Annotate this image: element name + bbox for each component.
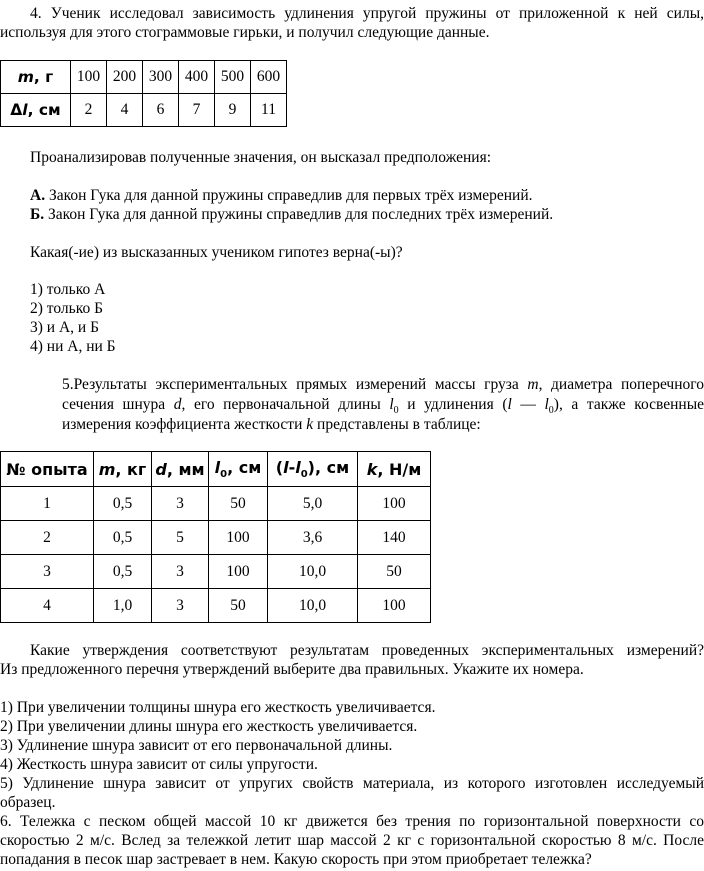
table-cell: 3 [152,487,209,521]
statement: 1) При увеличении толщины шнура его жесткость увеличивается. [0,699,436,716]
header-initial-length: $l_0$, см [209,452,268,487]
table-cell: 5 [152,521,209,555]
table-row [1,555,431,589]
table-cell: 3 [152,555,209,589]
statement-5-line2: образец. [0,794,56,811]
table-cell: 50 [209,589,268,623]
table-cell: 100 [358,487,431,521]
q5-prompt-line2: Из предложенного перечня утверждений выберите два правильных. Укажите их номера. [0,661,584,678]
q4-question: Какая(-ие) из высказанных учеником гипотез верна(-ы)? [30,244,403,261]
mass-header: m, г [1,61,71,94]
table-cell: 400 [179,61,215,94]
table-cell: 100 [71,61,107,94]
answer-option: 2) только Б [30,300,103,317]
header-experiment-no: № опыта [1,452,94,487]
q5-line2: сечения шнура d, его первоначальной длины $l_0$ и удлинения (l — $l_0$), а также косвенные [62,396,704,417]
answer-option: 1) только А [30,281,106,298]
hypothesis-b: Б. Закон Гука для данной пружины справедлив для последних трёх измерений. [30,206,554,223]
table-cell: 200 [107,61,143,94]
q6-line1: 6. Тележка с песком общей массой 10 кг движется без трения по горизонтальной поверхности со [0,813,704,830]
q4-line1: 4. Ученик исследовал зависимость удлинения упругой пружины от приложенной к ней силы, [30,5,704,22]
q6-line2: скоростью 2 м/с. Вслед за тележкой летит шар массой 2 кг с горизонтальной скоростью 8 м/с. После [0,832,704,849]
table-header-row [1,452,431,487]
table-row [1,487,431,521]
table-cell: 100 [209,555,268,589]
header-elongation: $(l-l_0)$, см [268,452,358,487]
table-cell: 2 [71,94,107,127]
table-cell: 4 [1,589,94,623]
elongation-header: Δl, см [1,94,71,127]
statement-5-line1: 5) Удлинение шнура зависит от упругих свойств материала, из которого изготовлен исследуемый [0,775,704,792]
table-cell: 1,0 [94,589,152,623]
statement: 2) При увеличении длины шнура его жесткость увеличивается. [0,718,418,735]
table-row [1,521,431,555]
table-row [1,61,287,94]
table-cell: 7 [179,94,215,127]
table-cell: 3 [152,589,209,623]
header-mass: m, кг [94,452,152,487]
table-row [1,94,287,127]
answer-option: 4) ни А, ни Б [30,338,116,355]
table-cell: 0,5 [94,521,152,555]
hypothesis-a: А. Закон Гука для данной пружины справедлив для первых трёх измерений. [30,187,533,204]
header-stiffness: k, Н/м [358,452,431,487]
table-cell: 9 [215,94,251,127]
table-cell: 100 [209,521,268,555]
statement: 3) Удлинение шнура зависит от его первоначальной длины. [0,737,393,754]
table-cell: 300 [143,61,179,94]
table-cell: 5,0 [268,487,358,521]
table-cell: 500 [215,61,251,94]
q4-intro: Проанализировав полученные значения, он высказал предположения: [30,149,492,166]
table-cell: 50 [209,487,268,521]
header-diameter: d, мм [152,452,209,487]
q5-line1: 5.Результаты экспериментальных прямых измерений массы груза m, диаметра поперечного [62,376,704,393]
spring-data-table [0,60,287,127]
statement: 4) Жесткость шнура зависит от силы упругости. [0,756,318,773]
table-cell: 0,5 [94,555,152,589]
table-cell: 2 [1,521,94,555]
table-cell: 4 [107,94,143,127]
q5-prompt-line1: Какие утверждения соответствуют результатам проведенных экспериментальных измерений? [30,642,704,659]
table-cell: 50 [358,555,431,589]
table-cell: 1 [1,487,94,521]
q5-line3: измерения коэффициента жесткости k представлены в таблице: [62,416,481,433]
experiment-table [0,451,431,623]
table-cell: 600 [251,61,287,94]
table-cell: 3,6 [268,521,358,555]
table-cell: 140 [358,521,431,555]
table-cell: 0,5 [94,487,152,521]
table-row [1,589,431,623]
table-cell: 100 [358,589,431,623]
q4-line2: используя для этого стограммовые гирьки, и получил следующие данные. [0,24,490,41]
table-cell: 10,0 [268,555,358,589]
table-cell: 3 [1,555,94,589]
table-cell: 11 [251,94,287,127]
answer-option: 3) и А, и Б [30,319,99,336]
table-cell: 10,0 [268,589,358,623]
table-cell: 6 [143,94,179,127]
q6-line3: попадания в песок шар застревает в нем. Какую скорость при этом приобретает тележка? [0,851,592,868]
